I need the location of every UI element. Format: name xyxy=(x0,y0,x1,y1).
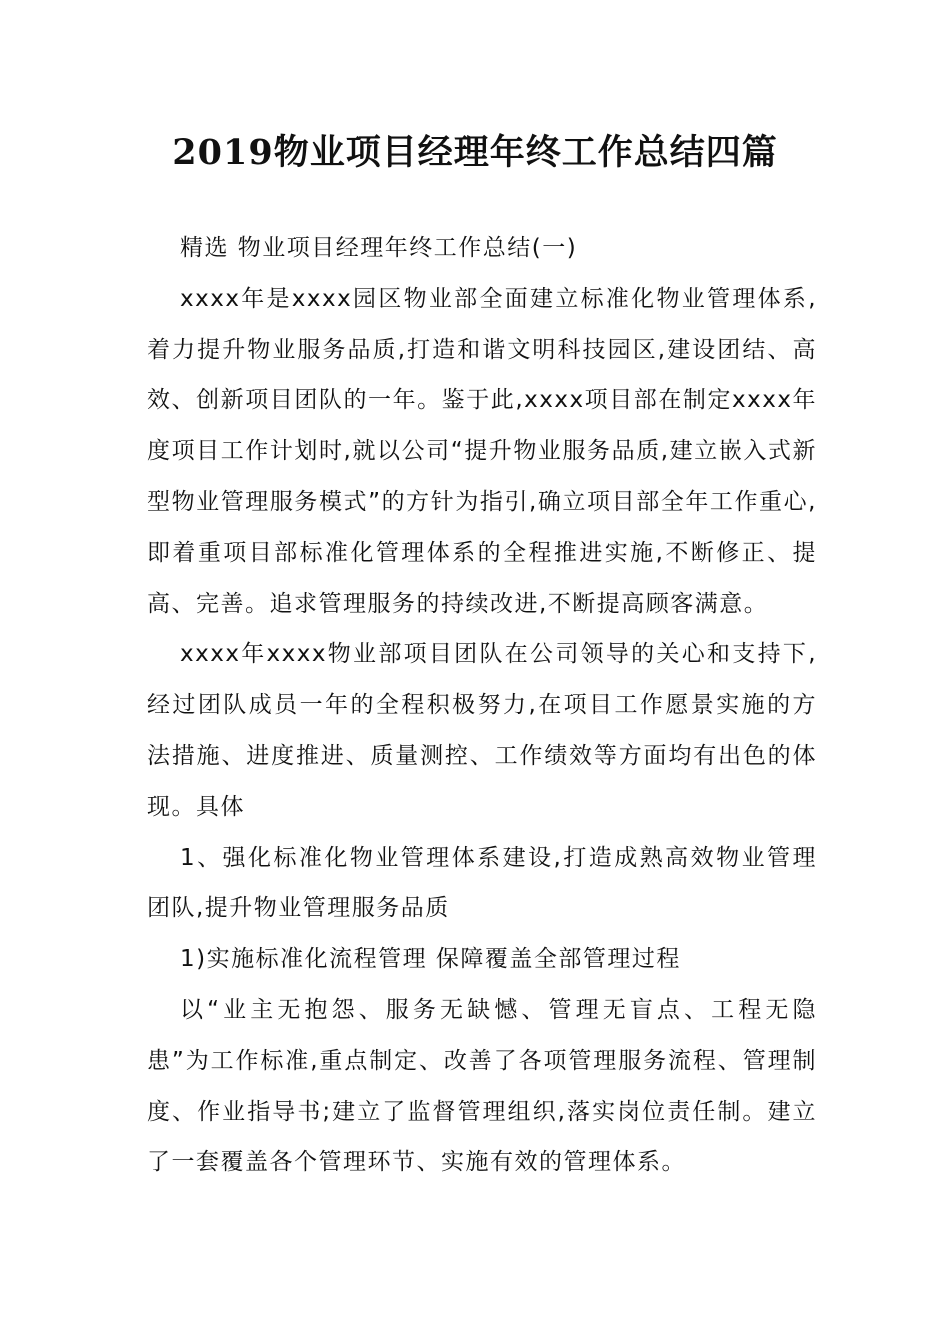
paragraph-subheading: 1)实施标准化流程管理 保障覆盖全部管理过程 xyxy=(180,946,681,973)
paragraph-subtitle: 精选 物业项目经理年终工作总结(一) xyxy=(180,235,578,261)
paragraph: 以“业主无抱怨、服务无缺憾、管理无盲点、工程无隐患”为工作标准,重点制定、改善了各项管理服务流程、管理制度、作业指导书;建立了监督管理组织,落实岗位责任制。建立了一套覆盖各个管理环节、实施有效的管理体系。 xyxy=(147,996,817,1176)
paragraph: xxxx年是xxxx园区物业部全面建立标准化物业管理体系,着力提升物业服务品质,打造和谐文明科技园区,建设团结、高效、创新项目团队的一年。鉴于此,xxxx项目部在制定xxxx年度项目工作计划时,就以公司“提升物业服务品质,建立嵌入式新型物业管理服务模式”的方针为指引,确立项目部全年工作重心,即着重项目部标准化管理体系的全程推进实施,不断修正、提高、完善。追求管理服务的持续改进,不断提高顾客满意。 xyxy=(147,285,817,617)
document-title: 2019物业项目经理年终工作总结四篇 xyxy=(172,132,778,173)
paragraph: xxxx年xxxx物业部项目团队在公司领导的关心和支持下,经过团队成员一年的全程积极努力,在项目工作愿景实施的方法措施、进度推进、质量测控、工作绩效等方面均有出色的体现。具体 xyxy=(147,641,817,820)
paragraph-heading: 1、强化标准化物业管理体系建设,打造成熟高效物业管理团队,提升物业管理服务品质 xyxy=(147,844,817,922)
document-body xyxy=(147,223,817,1188)
